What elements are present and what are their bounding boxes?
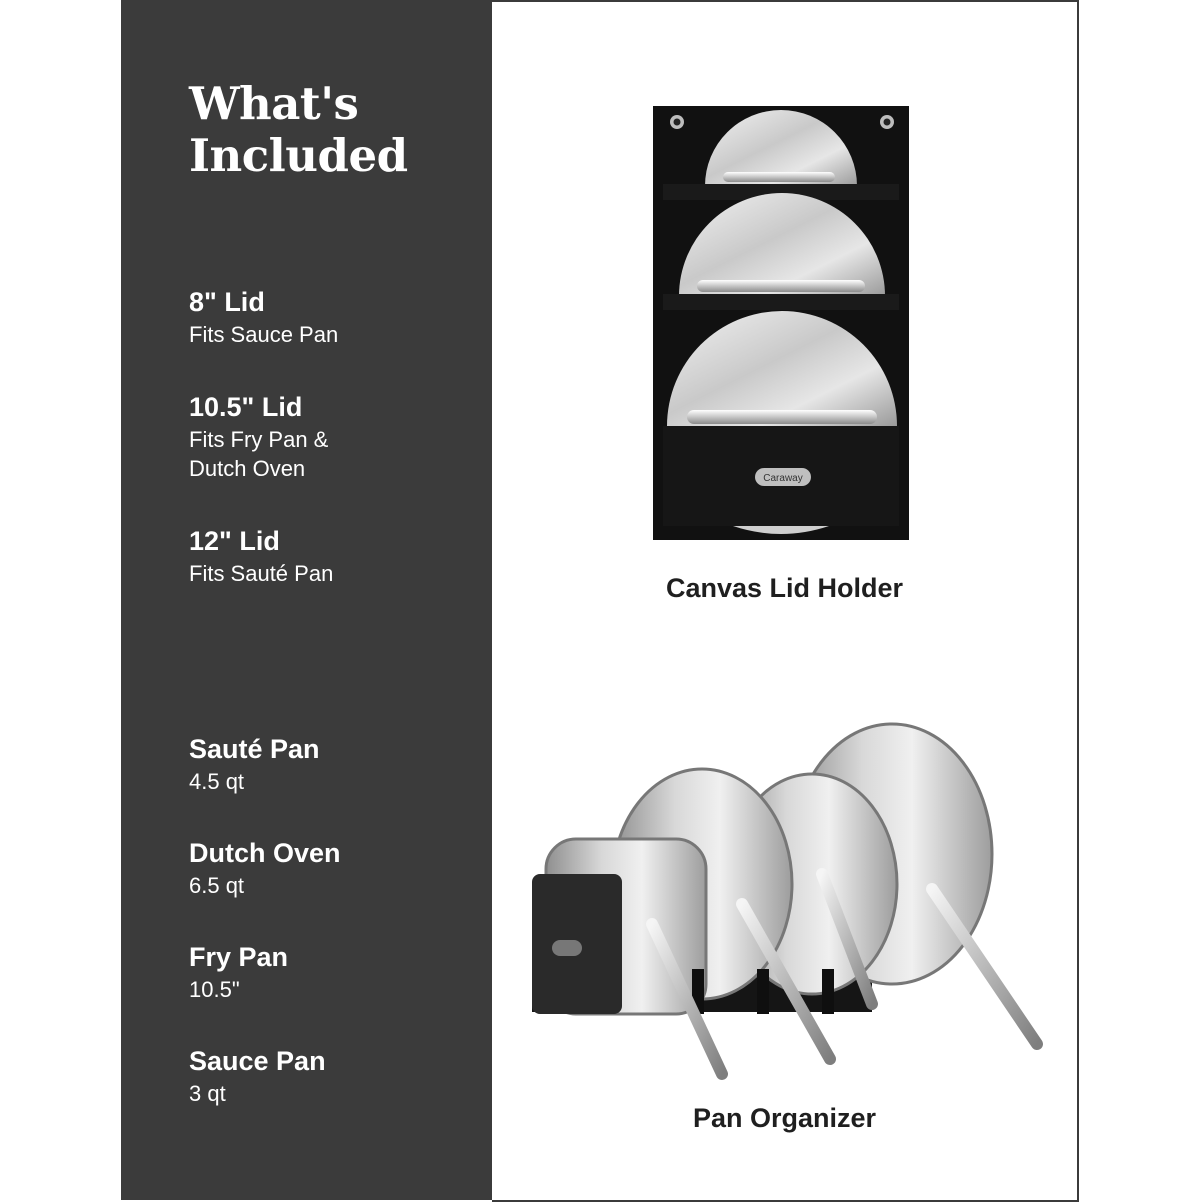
section-heading bbox=[189, 78, 408, 182]
included-panel bbox=[121, 0, 492, 1200]
pan-organizer-illustration bbox=[522, 714, 1062, 1094]
heading-line-2: Included bbox=[189, 129, 408, 182]
item-desc: 4.5 qt bbox=[189, 769, 245, 794]
heading-line-1: What's bbox=[189, 77, 359, 130]
item-desc: Dutch Oven bbox=[189, 456, 306, 481]
pan-item-fry-pan bbox=[189, 941, 288, 1004]
pan-item-dutch-oven bbox=[189, 837, 341, 900]
item-name: 12" Lid bbox=[189, 526, 280, 556]
item-desc: Fits Sauce Pan bbox=[189, 322, 339, 347]
lid-item-8 bbox=[189, 286, 338, 349]
pan-organizer-image bbox=[522, 714, 1062, 1094]
pan-organizer-caption: Pan Organizer bbox=[692, 1103, 877, 1133]
lid-item-10-5 bbox=[189, 391, 328, 483]
lid-holder-caption: Canvas Lid Holder bbox=[665, 573, 904, 603]
item-name: Fry Pan bbox=[189, 942, 289, 972]
pan-item-sauce-pan bbox=[189, 1045, 326, 1108]
pan-item-saute bbox=[189, 733, 320, 796]
item-name: 8" Lid bbox=[189, 287, 265, 317]
item-desc: 6.5 qt bbox=[189, 873, 245, 898]
brand-tag: Caraway bbox=[763, 473, 803, 484]
item-name: Sauce Pan bbox=[189, 1046, 326, 1076]
item-desc: Fits Sauté Pan bbox=[189, 561, 334, 586]
item-name: 10.5" Lid bbox=[189, 392, 303, 422]
lid-item-12 bbox=[189, 525, 333, 588]
item-desc: 3 qt bbox=[189, 1081, 226, 1106]
item-name: Dutch Oven bbox=[189, 838, 341, 868]
products-panel bbox=[492, 0, 1079, 1202]
item-desc: Fits Fry Pan & bbox=[189, 427, 329, 452]
item-name: Sauté Pan bbox=[189, 734, 320, 764]
lid-holder-image bbox=[653, 106, 909, 540]
item-desc: 10.5" bbox=[189, 977, 240, 1002]
lid-holder-illustration bbox=[653, 106, 909, 540]
